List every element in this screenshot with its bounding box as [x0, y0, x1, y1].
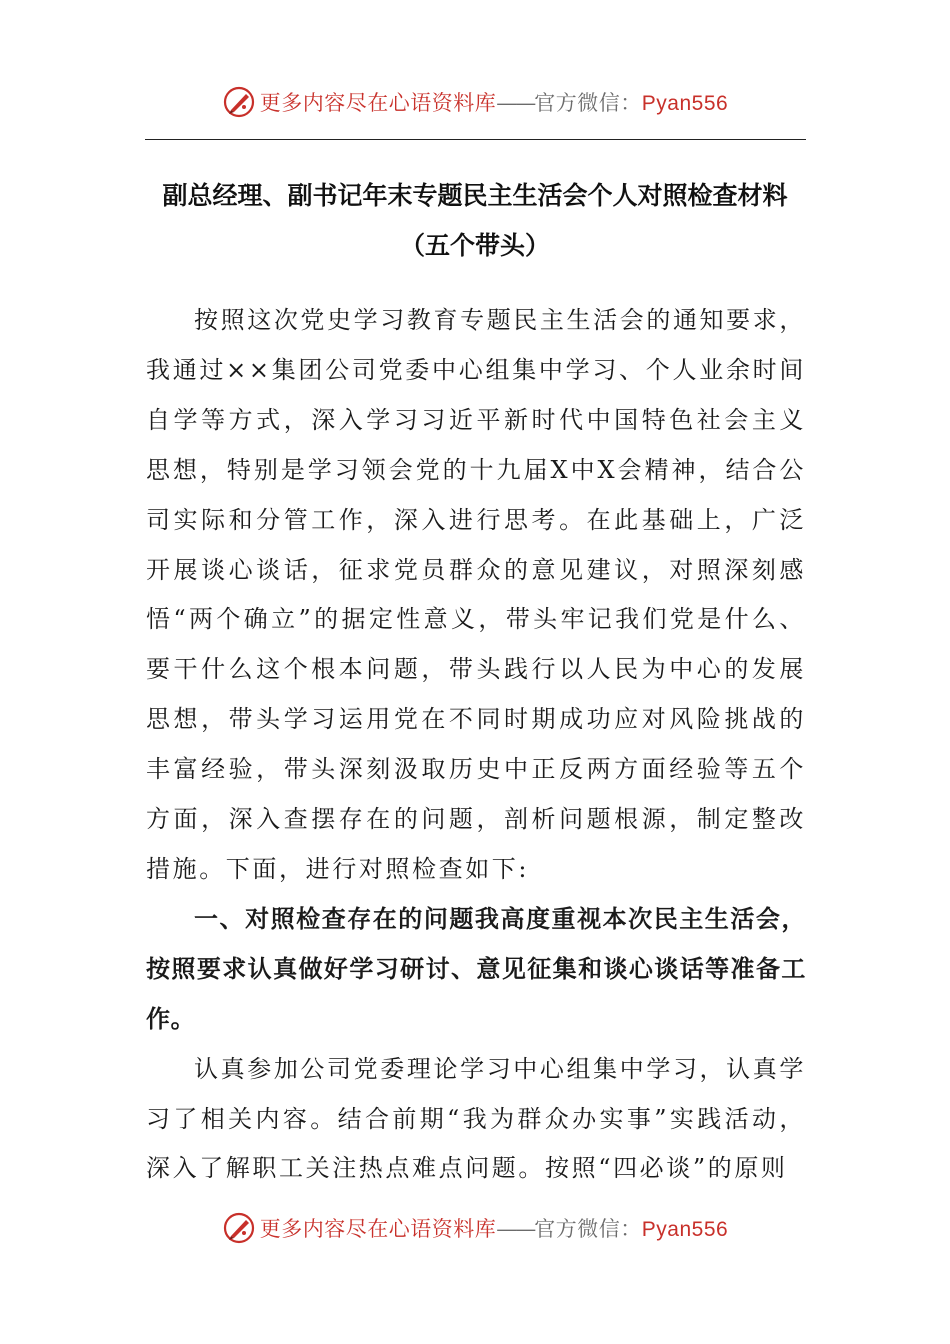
document-title: 副总经理、副书记年末专题民主生活会个人对照检查材料	[162, 181, 788, 210]
document-body	[146, 296, 806, 1194]
pen-logo-icon	[222, 85, 256, 119]
document-subtitle: （五个带头）	[399, 231, 550, 260]
header-divider	[145, 139, 806, 140]
banner-text: 更多内容尽在心语资料库——官方微信：Pyan556	[259, 1217, 729, 1241]
pen-logo-icon	[222, 1211, 256, 1245]
section-heading-paragraph: 一、对照检查存在的问题我高度重视本次民主生活会，按照要求认真做好学习研讨、意见征集和谈心谈话等准备工作。	[146, 904, 806, 1033]
body-paragraph: 按照这次党史学习教育专题民主生活会的通知要求，我通过××集团公司党委中心组集中学习、个人业余时间自学等方式，深入学习习近平新时代中国特色社会主义思想，特别是学习领会党的十九届X中X会精神，结合公司实际和分管工作，深入进行思考。在此基础上，广泛开展谈心谈话，征求党员群众的意见建议，对照深刻感悟“两个确立”的据定性意义，带头牢记我们党是什么、要干什么这个根本问题，带头践行以人民为中心的发展思想，带头学习运用党在不同时期成功应对风险挑战的丰富经验，带头深刻汲取历史中正反两方面经验等五个方面，深入查摆存在的问题，剖析问题根源，制定整改措施。下面，进行对照检查如下:	[146, 306, 806, 883]
footer-banner	[0, 1208, 950, 1248]
banner-text: 更多内容尽在心语资料库——官方微信：Pyan556	[259, 91, 729, 115]
header-banner	[0, 82, 950, 122]
body-paragraph: 认真参加公司党委理论学习中心组集中学习，认真学习了相关内容。结合前期“我为群众办实事”实践活动，深入了解职工关注热点难点问题。按照“四必谈”的原则	[146, 1054, 806, 1183]
